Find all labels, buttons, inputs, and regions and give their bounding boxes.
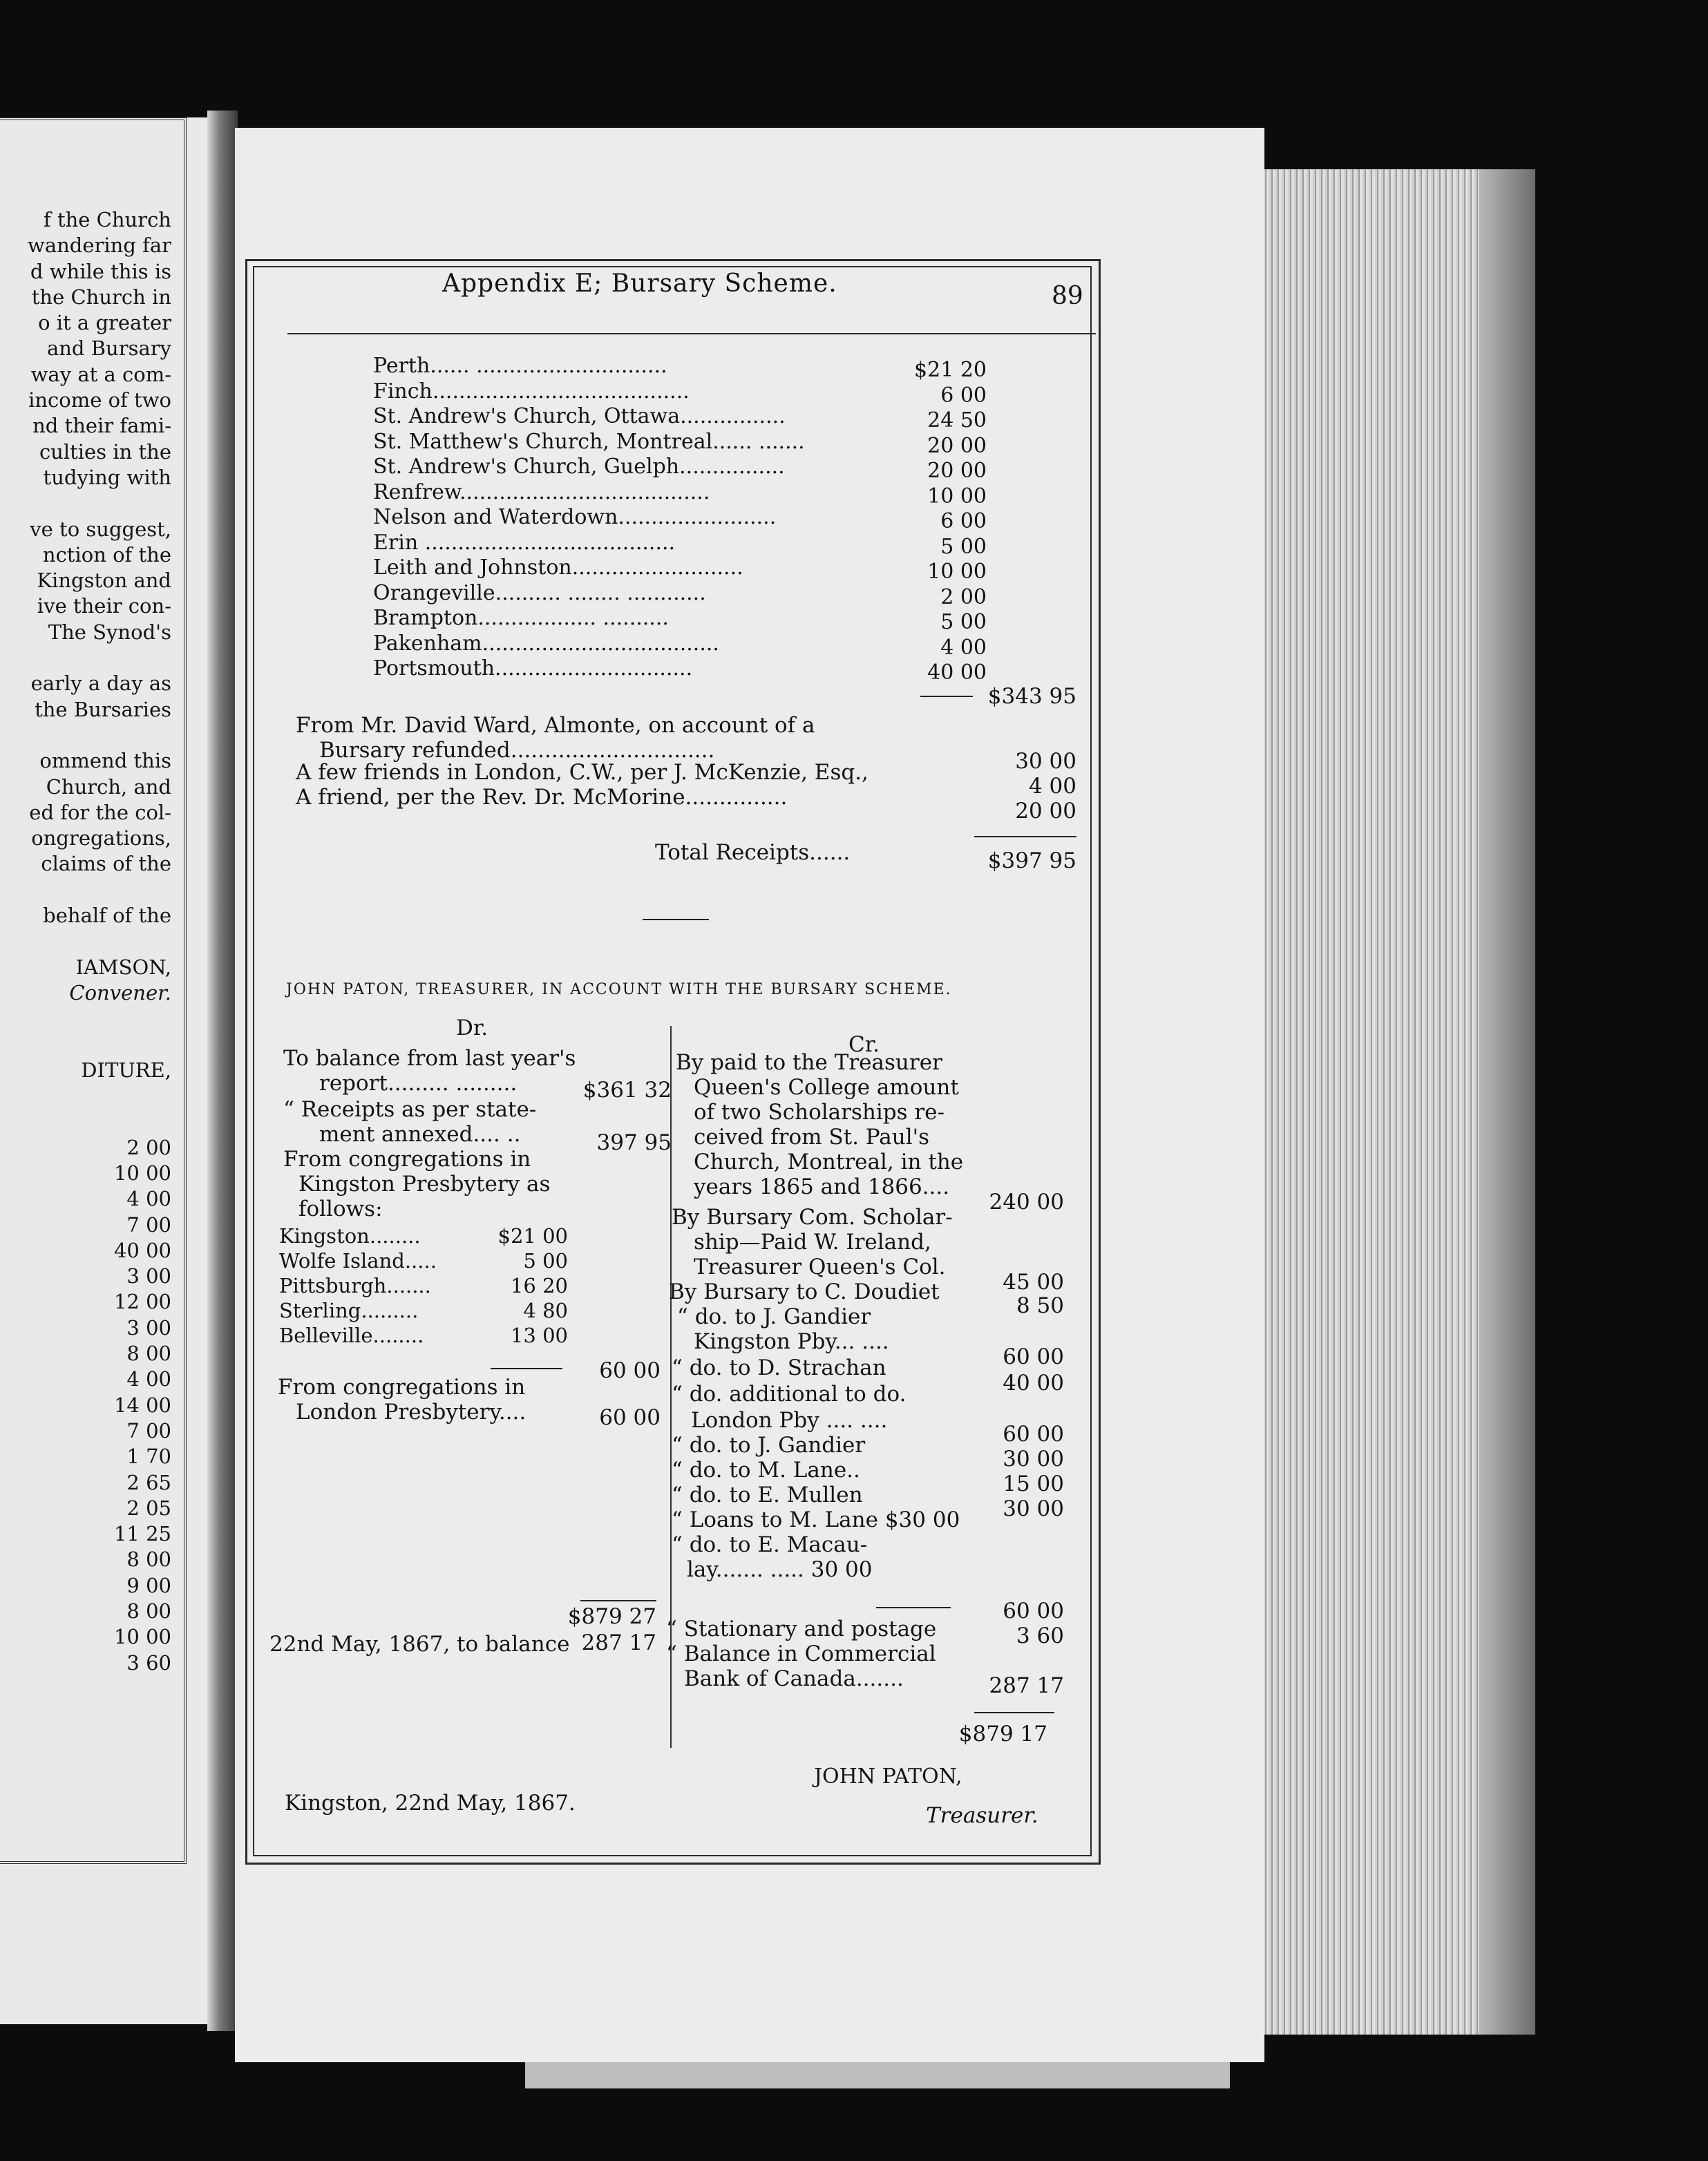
left-page-line: [0, 723, 171, 748]
cr-line: lay....... ..... 30 00: [687, 1557, 873, 1582]
cr-loans-rule: [876, 1607, 951, 1608]
receipt-amount: 24 50: [927, 408, 987, 432]
left-page-line: f the Church: [44, 208, 171, 231]
left-page-line: behalf of the: [43, 904, 171, 928]
left-page-line: The Synod's: [48, 620, 171, 644]
section-divider: [643, 919, 709, 920]
left-page-line: [0, 929, 171, 954]
left-page-line: 8 00: [126, 1342, 171, 1366]
left-page-line: 4 00: [126, 1367, 171, 1391]
cr-line: “ do. to D. Strachan: [672, 1355, 886, 1380]
cr-line: By Bursary Com. Scholar-: [672, 1205, 953, 1230]
cr-line: “ do. to M. Lane..: [672, 1458, 860, 1483]
cr-line: ship—Paid W. Ireland,: [694, 1230, 931, 1255]
receipt-amount: 10 00: [927, 560, 987, 584]
left-page-line: 1 70: [126, 1445, 171, 1469]
kingston-item-amount: $21 00: [497, 1224, 568, 1248]
cr-heading: Cr.: [848, 1032, 880, 1057]
cr-amount: 60 00: [1003, 1344, 1064, 1369]
cr-line: By paid to the Treasurer: [676, 1050, 942, 1075]
receipt-amount: 5 00: [940, 534, 987, 559]
left-page-line: 2 05: [126, 1496, 171, 1520]
london-pres-line-2: London Presbytery....: [296, 1400, 526, 1425]
cr-amount: 60 00: [1003, 1422, 1064, 1447]
cr-line: Treasurer Queen's Col.: [694, 1255, 946, 1279]
dr-balance-line: 22nd May, 1867, to balance: [269, 1632, 570, 1657]
left-page-line: [0, 1109, 171, 1134]
left-page-line: 7 00: [126, 1212, 171, 1237]
left-page-line: nd their fami-: [32, 414, 171, 438]
receipt-name: Nelson and Waterdown........................: [373, 505, 777, 529]
dr-sum: $879 27: [567, 1604, 656, 1629]
kingston-rule: [491, 1368, 562, 1369]
left-page-line: income of two: [28, 388, 171, 412]
left-page-line: early a day as: [30, 672, 171, 696]
left-page-line: 2 00: [126, 1135, 171, 1159]
left-page-line: ommend this: [39, 749, 171, 773]
ward-line-1: From Mr. David Ward, Almonte, on account of a: [296, 713, 815, 738]
cr-line: “ Stationary and postage: [666, 1617, 937, 1641]
cr-line: years 1865 and 1866....: [694, 1174, 950, 1199]
kingston-item-name: Pittsburgh.......: [279, 1274, 431, 1297]
receipt-amount: $21 20: [914, 358, 987, 382]
cr-line: Bank of Canada.......: [684, 1666, 904, 1691]
left-page-line: the Bursaries: [35, 697, 171, 721]
dr-receipts-amount: 397 95: [596, 1130, 672, 1155]
cr-line: “ Balance in Commercial: [666, 1641, 936, 1666]
receipt-name: Renfrew......................................: [373, 479, 710, 504]
cr-line: ceived from St. Paul's: [694, 1125, 930, 1150]
receipt-name: Portsmouth..............................: [373, 656, 693, 680]
left-page-line: Kingston and: [37, 569, 171, 593]
left-page-line: 9 00: [126, 1573, 171, 1597]
cr-amount: 3 60: [1016, 1624, 1064, 1648]
london-friends-line: A few friends in London, C.W., per J. McKenzie, Esq.,: [296, 760, 869, 785]
left-page-line: [0, 877, 171, 903]
left-page-line: culties in the: [39, 439, 171, 464]
total-receipts-label: Total Receipts......: [655, 840, 851, 865]
receipt-name: St. Andrew's Church, Guelph................: [373, 455, 785, 479]
left-page-line: 12 00: [113, 1290, 171, 1314]
page-number: 89: [1052, 282, 1083, 310]
cr-total: $879 17: [958, 1722, 1047, 1746]
left-page-line: [0, 645, 171, 671]
cr-line: “ Loans to M. Lane $30 00: [672, 1507, 960, 1532]
receipt-name: Leith and Johnston..........................: [373, 555, 743, 580]
page-header: Appendix E; Bursary Scheme.: [442, 269, 837, 298]
left-page-line: ed for the col-: [29, 800, 171, 824]
left-page-line: ve to suggest,: [30, 517, 171, 541]
kingston-item-amount: 4 80: [523, 1299, 568, 1322]
left-page-line: [0, 491, 171, 516]
place-date: Kingston, 22nd May, 1867.: [285, 1791, 576, 1816]
kingston-item-amount: 13 00: [510, 1324, 568, 1347]
left-page-line: o it a greater: [38, 311, 171, 335]
kingston-total: 60 00: [599, 1358, 661, 1383]
cr-line: “ do. additional to do.: [672, 1382, 907, 1407]
london-friends-amount: 4 00: [1028, 774, 1076, 799]
left-page-line: Church, and: [46, 774, 171, 799]
left-page-line: ongregations,: [31, 826, 171, 850]
left-page-line: wandering far: [28, 234, 171, 258]
cr-line: “ do. to J. Gandier: [672, 1433, 866, 1458]
dr-line: follows:: [298, 1197, 383, 1221]
total-receipts-amount: $397 95: [987, 848, 1076, 873]
left-page-line: the Church in: [31, 285, 171, 309]
left-page-line: 10 00: [113, 1161, 171, 1185]
receipt-amount: 6 00: [940, 509, 987, 533]
receipt-amount: 5 00: [940, 610, 987, 634]
dr-line: “ Receipts as per state-: [283, 1097, 537, 1122]
left-page-line: ive their con-: [37, 594, 171, 618]
book-gutter: [207, 111, 238, 2031]
cr-line: “ do. to E. Macau-: [672, 1532, 868, 1557]
cr-line: By Bursary to C. Doudiet: [669, 1279, 940, 1304]
cr-line: London Pby .... ....: [691, 1408, 888, 1433]
cr-line: “ do. to J. Gandier: [677, 1304, 871, 1329]
cr-line: Kingston Pby... ....: [694, 1329, 889, 1354]
left-page-line: 40 00: [113, 1238, 171, 1262]
dr-line: Kingston Presbytery as: [298, 1172, 551, 1197]
left-page-line: tudying with: [43, 465, 171, 489]
dr-sum-rule: [580, 1600, 656, 1601]
receipt-name: St. Andrew's Church, Ottawa................: [373, 404, 786, 428]
ward-line-2: Bursary refunded..............................: [319, 738, 715, 763]
dr-line: report......... .........: [319, 1071, 518, 1096]
cr-total-rule: [974, 1712, 1054, 1713]
signature: JOHN PATON,: [814, 1764, 962, 1789]
left-page-line: 14 00: [113, 1393, 171, 1417]
receipt-name: Perth...... .............................: [373, 354, 667, 378]
left-page-line: nction of the: [42, 542, 171, 567]
left-page-line: d while this is: [30, 259, 171, 283]
dr-line: From congregations in: [283, 1147, 531, 1172]
signature-title: Treasurer.: [926, 1803, 1038, 1828]
receipt-amount: 40 00: [927, 660, 987, 685]
total-rule: [974, 836, 1076, 837]
left-page-text: [0, 207, 171, 1676]
subtotal-rule: [920, 696, 973, 697]
left-page-line: 3 00: [126, 1264, 171, 1288]
dr-balance-value: 287 17: [581, 1630, 656, 1655]
receipt-amount: 4 00: [940, 635, 987, 660]
left-page-line: 11 25: [113, 1522, 171, 1546]
receipt-name: Brampton.................. ..........: [373, 606, 669, 630]
kingston-item-amount: 5 00: [523, 1249, 568, 1273]
receipt-name: Pakenham....................................: [373, 631, 719, 656]
left-page-line: claims of the: [41, 852, 171, 876]
receipt-amount: 6 00: [940, 383, 987, 408]
left-page-line: 10 00: [113, 1625, 171, 1649]
cr-amount: 30 00: [1003, 1447, 1064, 1472]
left-page-line: 8 00: [126, 1599, 171, 1624]
cr-amount: 40 00: [1003, 1371, 1064, 1396]
cr-amount: 15 00: [1003, 1472, 1064, 1496]
left-page-line: 3 60: [126, 1650, 171, 1675]
receipt-amount: 20 00: [927, 459, 987, 483]
cr-line: of two Scholarships re-: [694, 1100, 945, 1125]
header-rule: [287, 333, 1096, 334]
left-page-line: 2 65: [126, 1470, 171, 1494]
ward-amount: 30 00: [1015, 749, 1076, 774]
left-page-line: 7 00: [126, 1418, 171, 1443]
receipt-amount: 20 00: [927, 433, 987, 458]
friend-amount: 20 00: [1015, 799, 1076, 824]
receipt-name: Orangeville.......... ........ ............: [373, 580, 706, 605]
left-page-line: [0, 1032, 171, 1058]
london-pres-amount: 60 00: [599, 1405, 661, 1430]
left-page-line: 3 00: [126, 1315, 171, 1340]
left-page-line: [0, 1083, 171, 1109]
cr-amount: 240 00: [989, 1190, 1064, 1215]
subtotal-amount: $343 95: [987, 684, 1076, 709]
cr-line: Church, Montreal, in the: [694, 1150, 964, 1174]
left-page-line: 8 00: [126, 1548, 171, 1572]
cr-line: “ do. to E. Mullen: [672, 1483, 863, 1507]
dr-line: To balance from last year's: [283, 1046, 576, 1071]
cr-amount: 8 50: [1016, 1293, 1064, 1318]
left-page-line: Convener.: [69, 980, 171, 1005]
left-page-line: DITURE,: [81, 1058, 171, 1082]
cr-amount: 287 17: [989, 1673, 1064, 1698]
cr-line: Queen's College amount: [694, 1075, 959, 1100]
kingston-item-name: Kingston........: [279, 1224, 421, 1248]
receipt-name: St. Matthew's Church, Montreal...... .......: [373, 429, 805, 454]
cr-amount: 45 00: [1003, 1270, 1064, 1295]
left-page-line: way at a com-: [30, 362, 171, 386]
receipt-amount: 10 00: [927, 484, 987, 508]
receipt-amount: 2 00: [940, 584, 987, 609]
account-title: JOHN PATON, TREASURER, IN ACCOUNT WITH THE BURSARY SCHEME.: [286, 981, 952, 998]
friend-line: A friend, per the Rev. Dr. McMorine...............: [296, 785, 788, 810]
left-page-line: and Bursary: [46, 336, 171, 361]
cr-amount: 60 00: [1003, 1599, 1064, 1624]
kingston-item-name: Sterling.........: [279, 1299, 419, 1322]
london-pres-line-1: From congregations in: [278, 1375, 526, 1400]
receipt-name: Erin ......................................: [373, 530, 676, 555]
book-cover-edge: [1479, 169, 1535, 2035]
cr-amount: 30 00: [1003, 1496, 1064, 1521]
kingston-item-amount: 16 20: [510, 1274, 568, 1297]
dr-line: ment annexed.... ..: [319, 1122, 521, 1147]
dr-heading: Dr.: [456, 1016, 488, 1040]
dr-balance-amount: $361 32: [582, 1078, 672, 1103]
kingston-item-name: Belleville........: [279, 1324, 424, 1347]
receipt-name: Finch.......................................: [373, 379, 690, 403]
kingston-item-name: Wolfe Island.....: [279, 1249, 437, 1273]
left-page-line: [0, 1006, 171, 1031]
left-page-line: IAMSON,: [75, 955, 171, 979]
left-page-line: 4 00: [126, 1187, 171, 1211]
